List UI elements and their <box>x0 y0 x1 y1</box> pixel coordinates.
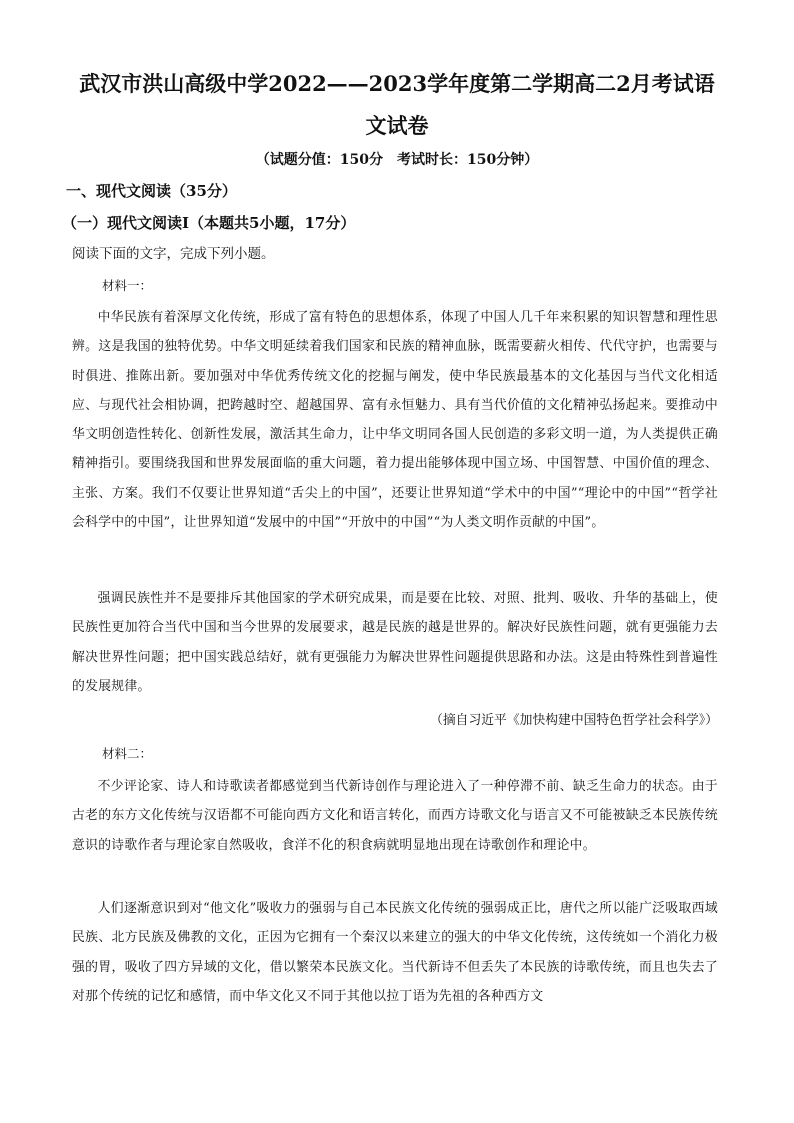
subsection-heading: （一）现代文阅读Ⅰ（本题共5小题，17分） <box>62 214 356 232</box>
exam-title-line2: 文试卷 <box>365 113 429 138</box>
material-1-source: （摘自习近平《加快构建中国特色哲学社会科学》） <box>430 713 718 728</box>
material-2-paragraph: 不少评论家、诗人和诗歌读者都感觉到当代新诗创作与理论进入了一种停滞不前、缺乏生命力的状态。由于古老的东方文化传统与汉语都不可能向西方文化和语言转化，而西方诗歌文化与语言又不可能被缺乏本民族传统意识的诗歌作者与理论家自然吸收，食洋不化的积食病就明显地出现在诗歌创作和理论中。 <box>72 779 718 853</box>
material-1-label: 材料一： <box>102 278 153 293</box>
material-1-paragraph: 中华民族有着深厚文化传统，形成了富有特色的思想体系，体现了中国人几千年来积累的知识智慧和理性思辨。这是我国的独特优势。中华文明延续着我们国家和民族的精神血脉，既需要薪火相传、代代守护，也需要与时俱进、推陈出新。要加强对中华优秀传统文化的挖掘与阐发，使中华民族最基本的文化基因与当代文化相适应、与现代社会相协调，把跨越时空、超越国界、富有永恒魅力、具有当代价值的文化精神弘扬起来。要推动中华文明创造性转化、创新性发展，激活其生命力，让中华文明同各国人民创造的多彩文明一道，为人类提供正确精神指引。要围绕我国和世界发展面临的重大问题，着力提出能够体现中国立场、中国智慧、中国价值的理念、主张、方案。我们不仅要让世界知道“舌尖上的中国”，还要让世界知道“学术中的中国”“理论中的中国”“哲学社会科学中的中国”，让世界知道“发展中的中国”“开放中的中国”“为人类文明作贡献的中国”。 <box>72 310 718 531</box>
exam-title-line1: 武汉市洪山高级中学2022——2023学年度第二学期高二2月考试语 <box>79 71 715 96</box>
exam-meta: （试题分值：150分 考试时长：150分钟） <box>255 152 539 168</box>
material-2-label: 材料二： <box>102 746 153 761</box>
material-2-paragraph: 人们逐渐意识到对“他文化”吸收力的强弱与自己本民族文化传统的强弱成正比，唐代之所以能广泛吸取西域民族、北方民族及佛教的文化，正因为它拥有一个秦汉以来建立的强大的中华文化传统，这传统如一个消化力极强的胃，吸收了四方异域的文化，借以繁荣本民族文化。当代新诗不但丢失了本民族的诗歌传统，而且也失去了对那个传统的记忆和感情，而中华文化又不同于其他以拉丁语为先祖的各种西方文 <box>72 901 718 1004</box>
material-1-paragraph: 强调民族性并不是要排斥其他国家的学术研究成果，而是要在比较、对照、批判、吸收、升华的基础上，使民族性更加符合当代中国和当今世界的发展要求，越是民族的越是世界的。解决好民族性问题，就有更强能力去解决世界性问题；把中国实践总结好，就有更强能力为解决世界性问题提供思路和办法。这是由特殊性到普遍性的发展规律。 <box>72 591 718 694</box>
section-heading: 一、现代文阅读（35分） <box>66 182 237 200</box>
reading-instruction: 阅读下面的文字，完成下列小题。 <box>72 246 275 262</box>
